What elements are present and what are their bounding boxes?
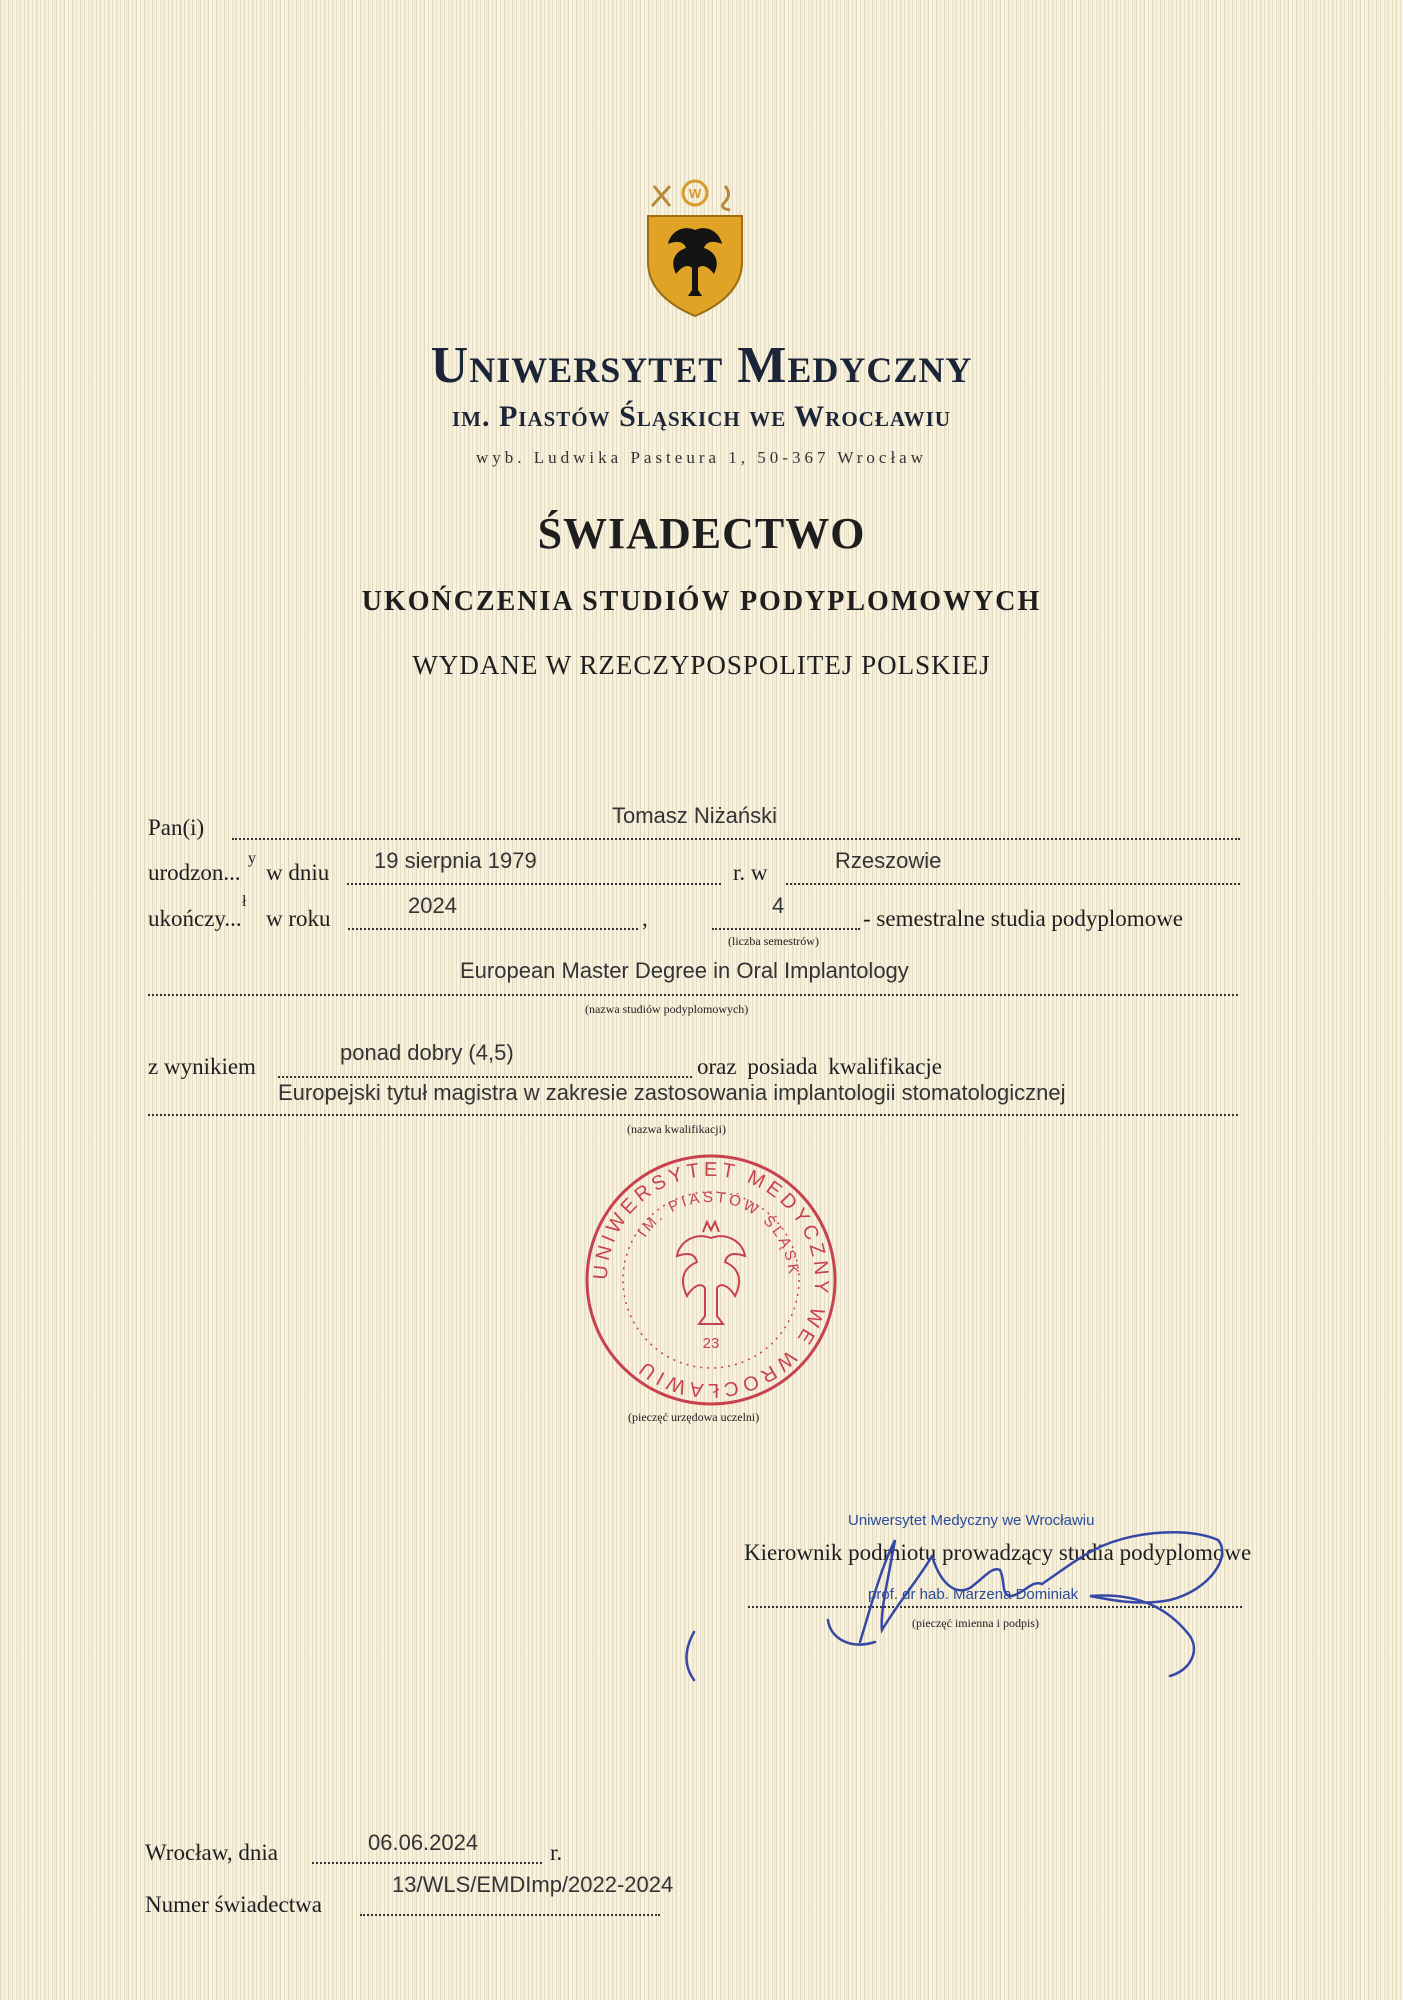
birth-date-dotline: [347, 883, 721, 885]
seal-icon: [583, 1152, 839, 1408]
name-stamp-line1: Uniwersytet Medyczny we Wrocławiu: [848, 1512, 1095, 1529]
semesters-suffix: - semestralne studia podyplomowe: [863, 906, 1184, 931]
semesters-caption: (liczba semestrów): [728, 934, 819, 948]
holder-name: Tomasz Niżański: [612, 803, 778, 828]
certificate-number-label: Numer świadectwa: [145, 1892, 322, 1917]
svg-text:W: W: [688, 186, 702, 201]
born-suffix: y: [248, 850, 256, 867]
result-label: z wynikiem: [148, 1054, 256, 1079]
university-crest: [640, 178, 750, 320]
certificate-number-dotline: [360, 1914, 660, 1916]
r-w-label: r. w: [733, 860, 768, 885]
completed-suffix: ł: [242, 893, 247, 910]
qualification-label: oraz posiada kwalifikacje: [697, 1054, 942, 1079]
on-day-label: w dniu: [266, 860, 330, 885]
born-label: urodzon...: [148, 860, 241, 885]
qualification-dotline: [148, 1114, 1238, 1116]
birth-date: 19 sierpnia 1979: [374, 848, 537, 873]
place-date-label: Wrocław, dnia: [145, 1840, 278, 1865]
university-name: Uniwersytet Medyczny: [430, 337, 973, 394]
semesters-dotline: [712, 928, 860, 930]
handwritten-signature: [670, 1500, 1230, 1700]
date-r-label: r.: [550, 1840, 563, 1865]
certificate-subtitle: UKOŃCZENIA STUDIÓW PODYPLOMOWYCH: [361, 586, 1042, 617]
year-label: w roku: [266, 906, 331, 931]
year-dotline: [348, 928, 638, 930]
official-seal: [583, 1152, 839, 1408]
qualification-value: Europejski tytuł magistra w zakresie zastosowania implantologii stomatologicznej: [278, 1080, 1066, 1105]
signature-label: Kierownik podmiotu prowadzący studia podyplomowe: [744, 1540, 1252, 1565]
completed-label: ukończy...: [148, 906, 242, 931]
pan-label: Pan(i): [148, 815, 205, 840]
seal-number: 23: [702, 1335, 720, 1352]
result-dotline: [278, 1076, 692, 1078]
seal-outer-text: UNIWERSYTET MEDYCZNY WE WROCŁAWIU: [589, 1158, 833, 1402]
certificate-number: 13/WLS/EMDImp/2022-2024: [392, 1872, 674, 1897]
signature-icon: [670, 1500, 1230, 1700]
study-name: European Master Degree in Oral Implantology: [460, 958, 909, 983]
university-crest-icon: [640, 178, 750, 320]
birth-place: Rzeszowie: [835, 848, 942, 873]
certificate-issued-in: WYDANE W RZECZYPOSPOLITEJ POLSKIEJ: [412, 650, 991, 680]
result-value: ponad dobry (4,5): [340, 1040, 514, 1065]
issue-date: 06.06.2024: [368, 1830, 479, 1855]
qualification-caption: (nazwa kwalifikacji): [627, 1122, 726, 1136]
semesters-count: 4: [772, 893, 785, 918]
date-dotline: [312, 1862, 542, 1864]
study-name-caption: (nazwa studiów podyplomowych): [585, 1002, 749, 1016]
study-name-dotline: [148, 994, 1238, 996]
seal-caption: (pieczęć urzędowa uczelni): [628, 1410, 760, 1424]
name-dotline: [232, 838, 1240, 840]
seal-inner-text: IM. PIASTÓW ŚLĄSK: [634, 1188, 803, 1278]
birth-place-dotline: [786, 883, 1240, 885]
comma: ,: [642, 906, 648, 931]
university-address: wyb. Ludwika Pasteura 1, 50-367 Wrocław: [475, 448, 928, 467]
certificate-title: ŚWIADECTWO: [537, 509, 866, 558]
completion-year: 2024: [408, 893, 457, 918]
signature-caption: (pieczęć imienna i podpis): [912, 1616, 1039, 1630]
university-subtitle: im. Piastów Śląskich we Wrocławiu: [451, 400, 952, 433]
name-stamp-line2: prof. dr hab. Marzena Dominiak: [868, 1586, 1079, 1603]
